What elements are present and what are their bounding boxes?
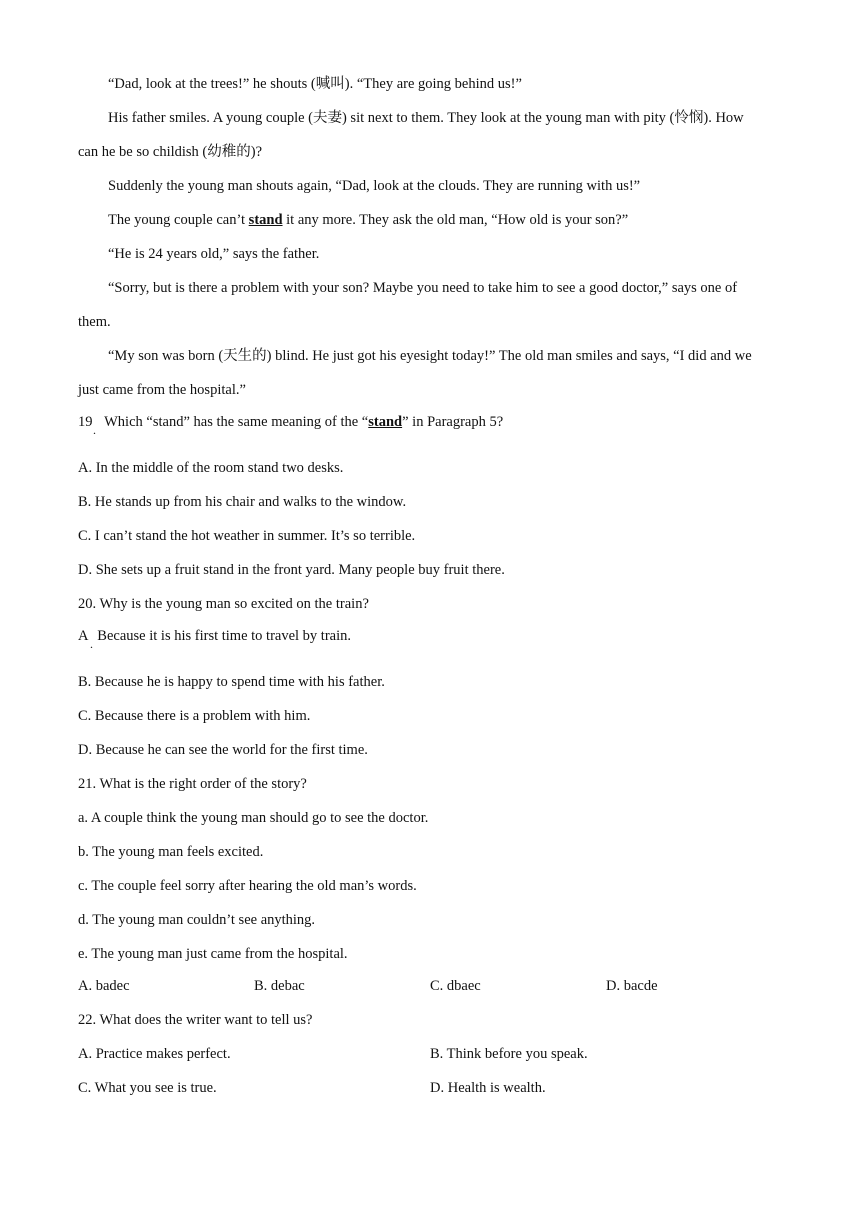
question-20-option-a-text: Because it is his first time to travel by train. (97, 628, 351, 644)
question-20-option-a-letter: A (78, 628, 88, 644)
paragraph-7-line-2: just came from the hospital.” (78, 382, 246, 398)
question-22-option-d: D. Health is wealth. (430, 1080, 546, 1096)
question-19-number: 19 (78, 414, 93, 430)
question-19-stem (78, 412, 504, 437)
paragraph-6-line-1: “Sorry, but is there a problem with your son? Maybe you need to take him to see a good doctor,” says one of (108, 280, 738, 296)
paragraph-2-line-2: can he be so childish (幼稚的)? (78, 144, 263, 160)
paragraph-4-after: it any more. They ask the old man, “How old is your son?” (282, 212, 629, 228)
question-19-option-a: A. In the middle of the room stand two desks. (78, 460, 344, 476)
question-21-option-a: A. badec (78, 978, 130, 994)
question-22-stem: 22. What does the writer want to tell us? (78, 1012, 313, 1028)
question-19-after: ” in Paragraph 5? (402, 414, 504, 430)
question-19-word-stand: stand (368, 414, 403, 430)
question-19-before: Which “stand” has the same meaning of the “ (104, 414, 369, 430)
question-21-stem: 21. What is the right order of the story? (78, 776, 307, 792)
question-21-option-c: C. dbaec (430, 978, 481, 994)
question-20-stem: 20. Why is the young man so excited on the train? (78, 596, 369, 612)
question-21-item: a. A couple think the young man should go to see the doctor. (78, 810, 429, 826)
question-22-option-a: A. Practice makes perfect. (78, 1046, 231, 1062)
question-21-option-d: D. bacde (606, 978, 658, 994)
question-19-option-c: C. I can’t stand the hot weather in summer. It’s so terrible. (78, 528, 416, 544)
question-20-option-d: D. Because he can see the world for the first time. (78, 742, 368, 758)
paragraph-2-line-1: His father smiles. A young couple (夫妻) sit next to them. They look at the young man with pity (怜悯). How (108, 110, 744, 126)
paragraph-1: “Dad, look at the trees!” he shouts (喊叫). “They are going behind us!” (108, 76, 522, 92)
question-20-option-b: B. Because he is happy to spend time with his father. (78, 674, 385, 690)
paragraph-4 (108, 210, 628, 230)
paragraph-4-before: The young couple can’t (108, 212, 249, 228)
underlined-word-stand: stand (248, 212, 283, 228)
question-22-option-c: C. What you see is true. (78, 1080, 217, 1096)
paragraph-7-line-1: “My son was born (天生的) blind. He just got his eyesight today!” The old man smiles and says, “I did and we (108, 348, 752, 364)
question-19-option-b: B. He stands up from his chair and walks to the window. (78, 494, 407, 510)
question-21-item: e. The young man just came from the hospital. (78, 946, 348, 962)
paragraph-3: Suddenly the young man shouts again, “Dad, look at the clouds. They are running with us!” (108, 178, 641, 194)
question-21-item: b. The young man feels excited. (78, 844, 264, 860)
option-letter-dot: . (90, 637, 93, 651)
paragraph-6-line-2: them. (78, 314, 111, 330)
question-20-option-c: C. Because there is a problem with him. (78, 708, 311, 724)
question-21-option-b: B. debac (254, 978, 305, 994)
question-number-dot: . (93, 423, 96, 437)
paragraph-5: “He is 24 years old,” says the father. (108, 246, 320, 262)
question-19-option-d: D. She sets up a fruit stand in the front yard. Many people buy fruit there. (78, 562, 505, 578)
question-22-option-b: B. Think before you speak. (430, 1046, 588, 1062)
question-21-item: d. The young man couldn’t see anything. (78, 912, 316, 928)
question-20-option-a (78, 626, 351, 651)
question-21-item: c. The couple feel sorry after hearing the old man’s words. (78, 878, 417, 894)
